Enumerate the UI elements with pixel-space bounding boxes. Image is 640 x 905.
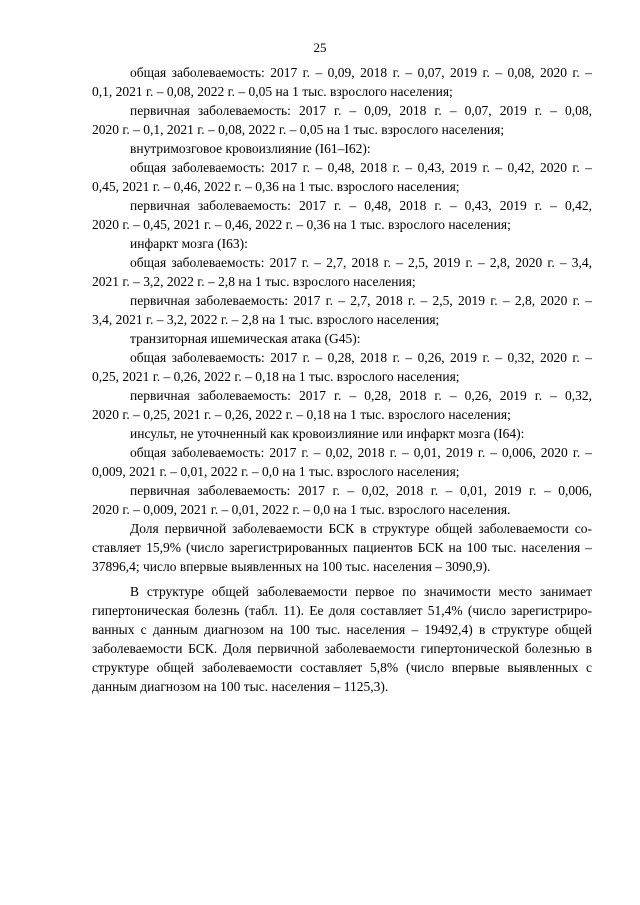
text-line: общая заболеваемость: 2017 г. – 0,02, 2018 г. – 0,01, 2019 г. – 0,006, 2020 г. – xyxy=(130,445,592,460)
text-line: общая заболеваемость: 2017 г. – 2,7, 2018 г. – 2,5, 2019 г. – 2,8, 2020 г. – 3,4, xyxy=(130,255,592,270)
text-line: 3,4, 2021 г. – 3,2, 2022 г. – 2,8 на 1 тыс. взрослого населения; xyxy=(92,312,440,327)
text-line: внутримозговое кровоизлияние (I61–I62): xyxy=(130,141,371,156)
text-line: ставляет 15,9% (число зарегистрированных пациентов БСК на 100 тыс. населения – xyxy=(92,540,592,555)
document-body xyxy=(92,63,592,696)
text-line: заболеваемости БСК. Доля первичной заболеваемости гипертонической болезнью в xyxy=(92,641,592,656)
text-line: 0,1, 2021 г. – 0,08, 2022 г. – 0,05 на 1 тыс. взрослого населения; xyxy=(92,84,453,99)
text-line: инфаркт мозга (I63): xyxy=(130,236,248,251)
text-line: 2020 г. – 0,25, 2021 г. – 0,26, 2022 г. – 0,18 на 1 тыс. взрослого населения; xyxy=(92,407,511,422)
text-line: 0,45, 2021 г. – 0,46, 2022 г. – 0,36 на 1 тыс. взрослого населения; xyxy=(92,179,460,194)
text-line: общая заболеваемость: 2017 г. – 0,28, 2018 г. – 0,26, 2019 г. – 0,32, 2020 г. – xyxy=(130,350,592,365)
text-line: В структуре общей заболеваемости первое по значимости место занимает xyxy=(130,584,592,599)
text-line: общая заболеваемость: 2017 г. – 0,09, 2018 г. – 0,07, 2019 г. – 0,08, 2020 г. – xyxy=(130,65,592,80)
text-line: инсульт, не уточненный как кровоизлияние или инфаркт мозга (I64): xyxy=(130,426,525,441)
text-line: первичная заболеваемость: 2017 г. – 2,7, 2018 г. – 2,5, 2019 г. – 2,8, 2020 г. – xyxy=(130,293,592,308)
page-number: 25 xyxy=(313,40,327,55)
text-line: структуре общей заболеваемости составляет 5,8% (число впервые выявленных с xyxy=(92,660,592,675)
text-line: первичная заболеваемость: 2017 г. – 0,09, 2018 г. – 0,07, 2019 г. – 0,08, xyxy=(130,103,592,118)
text-line: первичная заболеваемость: 2017 г. – 0,28, 2018 г. – 0,26, 2019 г. – 0,32, xyxy=(130,388,592,403)
text-line: общая заболеваемость: 2017 г. – 0,48, 2018 г. – 0,43, 2019 г. – 0,42, 2020 г. – xyxy=(130,160,592,175)
text-line: данным диагнозом на 100 тыс. населения – 1125,3). xyxy=(92,679,389,694)
text-line: первичная заболеваемость: 2017 г. – 0,02, 2018 г. – 0,01, 2019 г. – 0,006, xyxy=(130,483,592,498)
text-line: 2020 г. – 0,009, 2021 г. – 0,01, 2022 г. – 0,0 на 1 тыс. взрослого населения. xyxy=(92,502,511,517)
text-line: Доля первичной заболеваемости БСК в структуре общей заболеваемости со- xyxy=(130,521,592,536)
text-line: ванных с данным диагнозом на 100 тыс. населения – 19492,4) в структуре общей xyxy=(92,622,592,637)
text-line: 37896,4; число впервые выявленных на 100 тыс. населения – 3090,9). xyxy=(92,559,491,574)
text-line: 2020 г. – 0,45, 2021 г. – 0,46, 2022 г. – 0,36 на 1 тыс. взрослого населения; xyxy=(92,217,511,232)
text-line: гипертоническая болезнь (табл. 11). Ее доля составляет 51,4% (число зарегистриро- xyxy=(92,603,592,618)
text-line: 2021 г. – 3,2, 2022 г. – 2,8 на 1 тыс. взрослого населения; xyxy=(92,274,416,289)
text-line: первичная заболеваемость: 2017 г. – 0,48, 2018 г. – 0,43, 2019 г. – 0,42, xyxy=(130,198,592,213)
text-line: 2020 г. – 0,1, 2021 г. – 0,08, 2022 г. – 0,05 на 1 тыс. взрослого населения; xyxy=(92,122,505,137)
text-line: транзиторная ишемическая атака (G45): xyxy=(130,331,361,346)
text-line: 0,25, 2021 г. – 0,26, 2022 г. – 0,18 на 1 тыс. взрослого населения; xyxy=(92,369,460,384)
text-line: 0,009, 2021 г. – 0,01, 2022 г. – 0,0 на 1 тыс. взрослого населения; xyxy=(92,464,460,479)
